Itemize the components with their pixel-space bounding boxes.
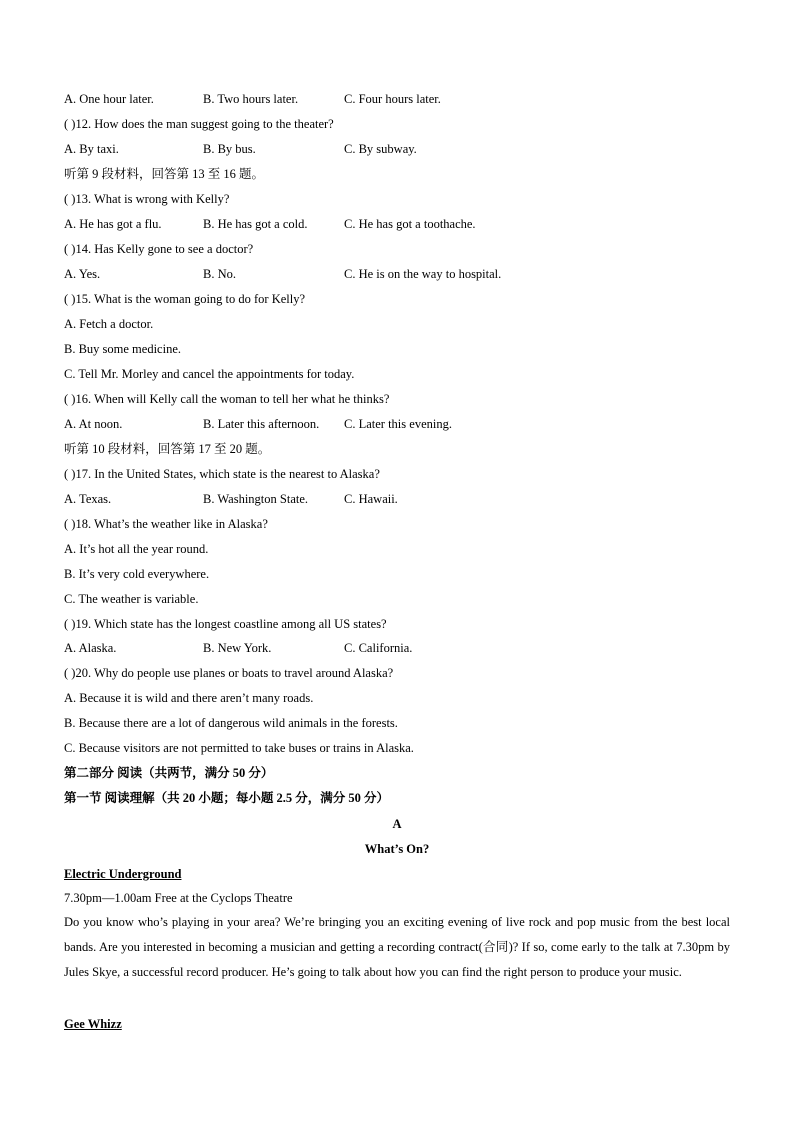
question-17: ( )17. In the United States, which state is the nearest to Alaska? — [64, 467, 380, 481]
event-time-location: 7.30pm—1.00am Free at the Cyclops Theatre — [64, 891, 293, 905]
option-b: B. Washington State. — [203, 492, 309, 506]
q15-option-c: C. Tell Mr. Morley and cancel the appointments for today. — [64, 367, 355, 381]
option-a: A. One hour later. — [64, 92, 154, 106]
option-c: C. California. — [344, 641, 413, 655]
question-13: ( )13. What is wrong with Kelly? — [64, 192, 230, 206]
part-two-title: 第二部分 阅读（共两节，满分 50 分） — [64, 766, 274, 780]
option-a: A. He has got a flu. — [64, 217, 162, 231]
option-c: C. Hawaii. — [344, 492, 398, 506]
passage-letter: A — [392, 817, 402, 831]
q18-option-b: B. It’s very cold everywhere. — [64, 567, 210, 581]
listening-section-9: 听第 9 段材料，回答第 13 至 16 题。 — [64, 167, 265, 181]
question-16: ( )16. When will Kelly call the woman to tell her what he thinks? — [64, 392, 390, 406]
event-title-electric-underground: Electric Underground — [64, 867, 182, 881]
question-14: ( )14. Has Kelly gone to see a doctor? — [64, 242, 254, 256]
event-title-gee-whizz: Gee Whizz — [64, 1017, 122, 1031]
q18-option-c: C. The weather is variable. — [64, 592, 199, 606]
question-20: ( )20. Why do people use planes or boats to travel around Alaska? — [64, 666, 394, 680]
option-b: B. Later this afternoon. — [203, 417, 320, 431]
option-c: C. Four hours later. — [344, 92, 441, 106]
option-a: A. Alaska. — [64, 641, 117, 655]
option-c: C. He is on the way to hospital. — [344, 267, 502, 281]
event-description: Do you know who’s playing in your area? We’re bringing you an exciting evening of live rock and pop music from the best local bands. Are you interested in becoming a musician and getting a recording contract(合同)? If so, come early to the talk at 7.30pm by Jules Skye, a successful record producer. He’s going to talk about how you can find the right person to produce your music. — [64, 915, 730, 979]
option-a: A. By taxi. — [64, 142, 119, 156]
question-12: ( )12. How does the man suggest going to the theater? — [64, 117, 334, 131]
section-one-title: 第一节 阅读理解（共 20 小题；每小题 2.5 分，满分 50 分） — [64, 791, 390, 805]
option-c: C. Later this evening. — [344, 417, 452, 431]
q20-option-b: B. Because there are a lot of dangerous wild animals in the forests. — [64, 716, 398, 730]
q20-option-a: A. Because it is wild and there aren’t many roads. — [64, 691, 314, 705]
option-b: B. He has got a cold. — [203, 217, 308, 231]
q15-option-a: A. Fetch a doctor. — [64, 317, 154, 331]
question-18: ( )18. What’s the weather like in Alaska? — [64, 517, 268, 531]
listening-section-10: 听第 10 段材料，回答第 17 至 20 题。 — [64, 442, 271, 456]
q20-option-c: C. Because visitors are not permitted to take buses or trains in Alaska. — [64, 741, 414, 755]
option-b: B. Two hours later. — [203, 92, 299, 106]
option-b: B. New York. — [203, 641, 272, 655]
option-a: A. Yes. — [64, 267, 101, 281]
option-b: B. No. — [203, 267, 236, 281]
option-c: C. He has got a toothache. — [344, 217, 476, 231]
question-15: ( )15. What is the woman going to do for Kelly? — [64, 292, 306, 306]
option-a: A. Texas. — [64, 492, 112, 506]
passage-title: What’s On? — [364, 842, 430, 856]
option-c: C. By subway. — [344, 142, 417, 156]
q18-option-a: A. It’s hot all the year round. — [64, 542, 209, 556]
q15-option-b: B. Buy some medicine. — [64, 342, 181, 356]
option-b: B. By bus. — [203, 142, 256, 156]
question-19: ( )19. Which state has the longest coastline among all US states? — [64, 617, 387, 631]
option-a: A. At noon. — [64, 417, 123, 431]
